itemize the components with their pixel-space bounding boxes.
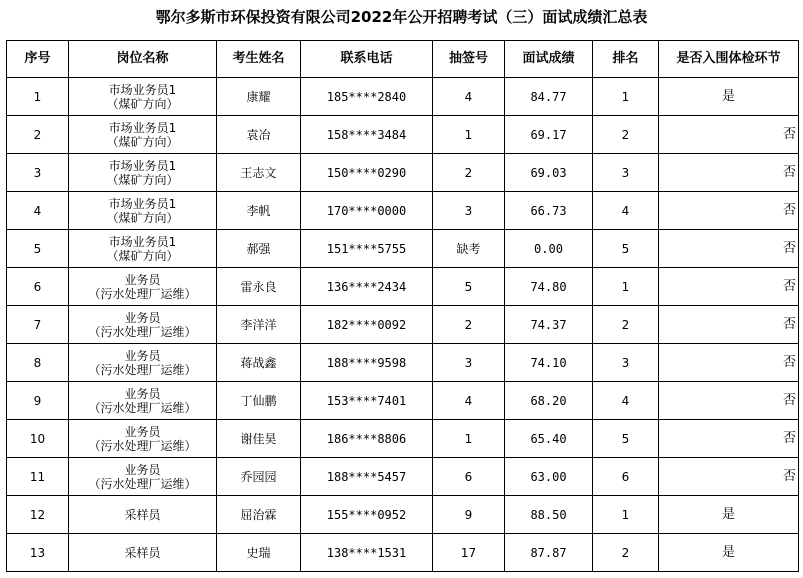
cell-score: 69.17 (505, 116, 593, 154)
table-row (7, 268, 799, 306)
position-direction: （污水处理厂运维） (88, 438, 197, 453)
cell-pass: 否 (659, 116, 799, 154)
cell-score: 69.03 (505, 154, 593, 192)
position-direction: （煤矿方向） (106, 248, 179, 263)
cell-name: 丁仙鹏 (217, 382, 301, 420)
cell-rank: 6 (593, 458, 659, 496)
position-title: 采样员 (124, 545, 161, 560)
position-title: 业务员 (124, 310, 161, 325)
cell-position (69, 268, 217, 306)
cell-score: 68.20 (505, 382, 593, 420)
cell-pass: 否 (659, 154, 799, 192)
cell-draw-number: 3 (433, 192, 505, 230)
position-title: 业务员 (124, 462, 161, 477)
cell-draw-number: 6 (433, 458, 505, 496)
cell-pass: 否 (659, 458, 799, 496)
cell-name: 王志文 (217, 154, 301, 192)
cell-index: 13 (7, 534, 69, 572)
cell-position (69, 306, 217, 344)
cell-index: 9 (7, 382, 69, 420)
header-index: 序号 (7, 41, 69, 78)
cell-index: 10 (7, 420, 69, 458)
cell-name: 李洋洋 (217, 306, 301, 344)
cell-rank: 2 (593, 116, 659, 154)
cell-name: 乔园园 (217, 458, 301, 496)
position-title: 业务员 (124, 424, 161, 439)
cell-score: 88.50 (505, 496, 593, 534)
table-row (7, 306, 799, 344)
cell-draw-number: 5 (433, 268, 505, 306)
position-direction: （煤矿方向） (106, 96, 179, 111)
header-draw-number: 抽签号 (433, 41, 505, 78)
table-header-row (7, 41, 799, 78)
cell-draw-number: 3 (433, 344, 505, 382)
cell-phone: 158****3484 (301, 116, 433, 154)
cell-phone: 188****5457 (301, 458, 433, 496)
position-direction: （污水处理厂运维） (88, 362, 197, 377)
position-direction: （污水处理厂运维） (88, 476, 197, 491)
cell-score: 74.10 (505, 344, 593, 382)
cell-pass: 否 (659, 344, 799, 382)
cell-rank: 1 (593, 78, 659, 116)
cell-draw-number: 17 (433, 534, 505, 572)
cell-score: 84.77 (505, 78, 593, 116)
header-rank: 排名 (593, 41, 659, 78)
cell-pass: 否 (659, 192, 799, 230)
cell-phone: 185****2840 (301, 78, 433, 116)
cell-score: 66.73 (505, 192, 593, 230)
results-table (6, 40, 799, 572)
position-title: 市场业务员1 (108, 82, 177, 97)
cell-score: 65.40 (505, 420, 593, 458)
cell-phone: 182****0092 (301, 306, 433, 344)
cell-rank: 3 (593, 154, 659, 192)
cell-position (69, 192, 217, 230)
cell-pass: 否 (659, 420, 799, 458)
cell-rank: 4 (593, 192, 659, 230)
cell-name: 谢佳昊 (217, 420, 301, 458)
header-name: 考生姓名 (217, 41, 301, 78)
header-score: 面试成绩 (505, 41, 593, 78)
cell-rank: 3 (593, 344, 659, 382)
cell-rank: 2 (593, 534, 659, 572)
cell-pass: 是 (659, 78, 799, 116)
table-row (7, 192, 799, 230)
position-title: 市场业务员1 (108, 120, 177, 135)
position-direction: （煤矿方向） (106, 210, 179, 225)
cell-draw-number: 1 (433, 116, 505, 154)
cell-index: 8 (7, 344, 69, 382)
position-title: 业务员 (124, 348, 161, 363)
cell-draw-number: 2 (433, 154, 505, 192)
cell-position (69, 420, 217, 458)
cell-phone: 170****0000 (301, 192, 433, 230)
cell-position (69, 382, 217, 420)
position-title: 市场业务员1 (108, 158, 177, 173)
table-row (7, 458, 799, 496)
position-title: 业务员 (124, 272, 161, 287)
cell-rank: 5 (593, 230, 659, 268)
table-row (7, 420, 799, 458)
table-row (7, 230, 799, 268)
cell-score: 0.00 (505, 230, 593, 268)
cell-phone: 138****1531 (301, 534, 433, 572)
cell-draw-number: 缺考 (433, 230, 505, 268)
cell-name: 史瑞 (217, 534, 301, 572)
position-direction: （污水处理厂运维） (88, 400, 197, 415)
cell-position (69, 154, 217, 192)
cell-phone: 188****9598 (301, 344, 433, 382)
cell-draw-number: 2 (433, 306, 505, 344)
position-direction: （煤矿方向） (106, 172, 179, 187)
cell-score: 63.00 (505, 458, 593, 496)
cell-rank: 5 (593, 420, 659, 458)
cell-name: 郝强 (217, 230, 301, 268)
table-row (7, 78, 799, 116)
cell-pass: 否 (659, 268, 799, 306)
table-row (7, 154, 799, 192)
cell-name: 屈治霖 (217, 496, 301, 534)
position-title: 采样员 (124, 507, 161, 522)
position-direction: （煤矿方向） (106, 134, 179, 149)
cell-position (69, 458, 217, 496)
cell-score: 74.37 (505, 306, 593, 344)
cell-pass: 否 (659, 382, 799, 420)
position-direction: （污水处理厂运维） (88, 286, 197, 301)
cell-index: 6 (7, 268, 69, 306)
cell-rank: 2 (593, 306, 659, 344)
cell-pass: 否 (659, 230, 799, 268)
cell-position (69, 116, 217, 154)
cell-position (69, 78, 217, 116)
header-pass: 是否入围体检环节 (659, 41, 799, 78)
table-body (7, 78, 799, 572)
cell-rank: 1 (593, 496, 659, 534)
cell-draw-number: 4 (433, 78, 505, 116)
cell-rank: 1 (593, 268, 659, 306)
table-row (7, 496, 799, 534)
cell-name: 雷永良 (217, 268, 301, 306)
cell-phone: 155****0952 (301, 496, 433, 534)
cell-index: 4 (7, 192, 69, 230)
cell-index: 1 (7, 78, 69, 116)
cell-draw-number: 9 (433, 496, 505, 534)
table-row (7, 116, 799, 154)
cell-index: 2 (7, 116, 69, 154)
cell-position (69, 534, 217, 572)
cell-index: 5 (7, 230, 69, 268)
cell-score: 74.80 (505, 268, 593, 306)
cell-phone: 186****8806 (301, 420, 433, 458)
cell-position (69, 344, 217, 382)
cell-name: 康耀 (217, 78, 301, 116)
cell-pass: 否 (659, 306, 799, 344)
cell-index: 12 (7, 496, 69, 534)
header-position: 岗位名称 (69, 41, 217, 78)
cell-draw-number: 4 (433, 382, 505, 420)
cell-phone: 136****2434 (301, 268, 433, 306)
position-title: 业务员 (124, 386, 161, 401)
position-direction: （污水处理厂运维） (88, 324, 197, 339)
cell-name: 李帆 (217, 192, 301, 230)
table-row (7, 382, 799, 420)
cell-score: 87.87 (505, 534, 593, 572)
cell-name: 蒋战鑫 (217, 344, 301, 382)
position-title: 市场业务员1 (108, 234, 177, 249)
cell-index: 11 (7, 458, 69, 496)
cell-phone: 150****0290 (301, 154, 433, 192)
cell-name: 袁冶 (217, 116, 301, 154)
cell-pass: 是 (659, 496, 799, 534)
table-row (7, 534, 799, 572)
cell-draw-number: 1 (433, 420, 505, 458)
cell-phone: 151****5755 (301, 230, 433, 268)
cell-index: 7 (7, 306, 69, 344)
cell-position (69, 230, 217, 268)
cell-index: 3 (7, 154, 69, 192)
cell-rank: 4 (593, 382, 659, 420)
cell-phone: 153****7401 (301, 382, 433, 420)
cell-pass: 是 (659, 534, 799, 572)
header-phone: 联系电话 (301, 41, 433, 78)
cell-position (69, 496, 217, 534)
page-title: 鄂尔多斯市环保投资有限公司2022年公开招聘考试（三）面试成绩汇总表 (155, 8, 648, 26)
table-row (7, 344, 799, 382)
position-title: 市场业务员1 (108, 196, 177, 211)
